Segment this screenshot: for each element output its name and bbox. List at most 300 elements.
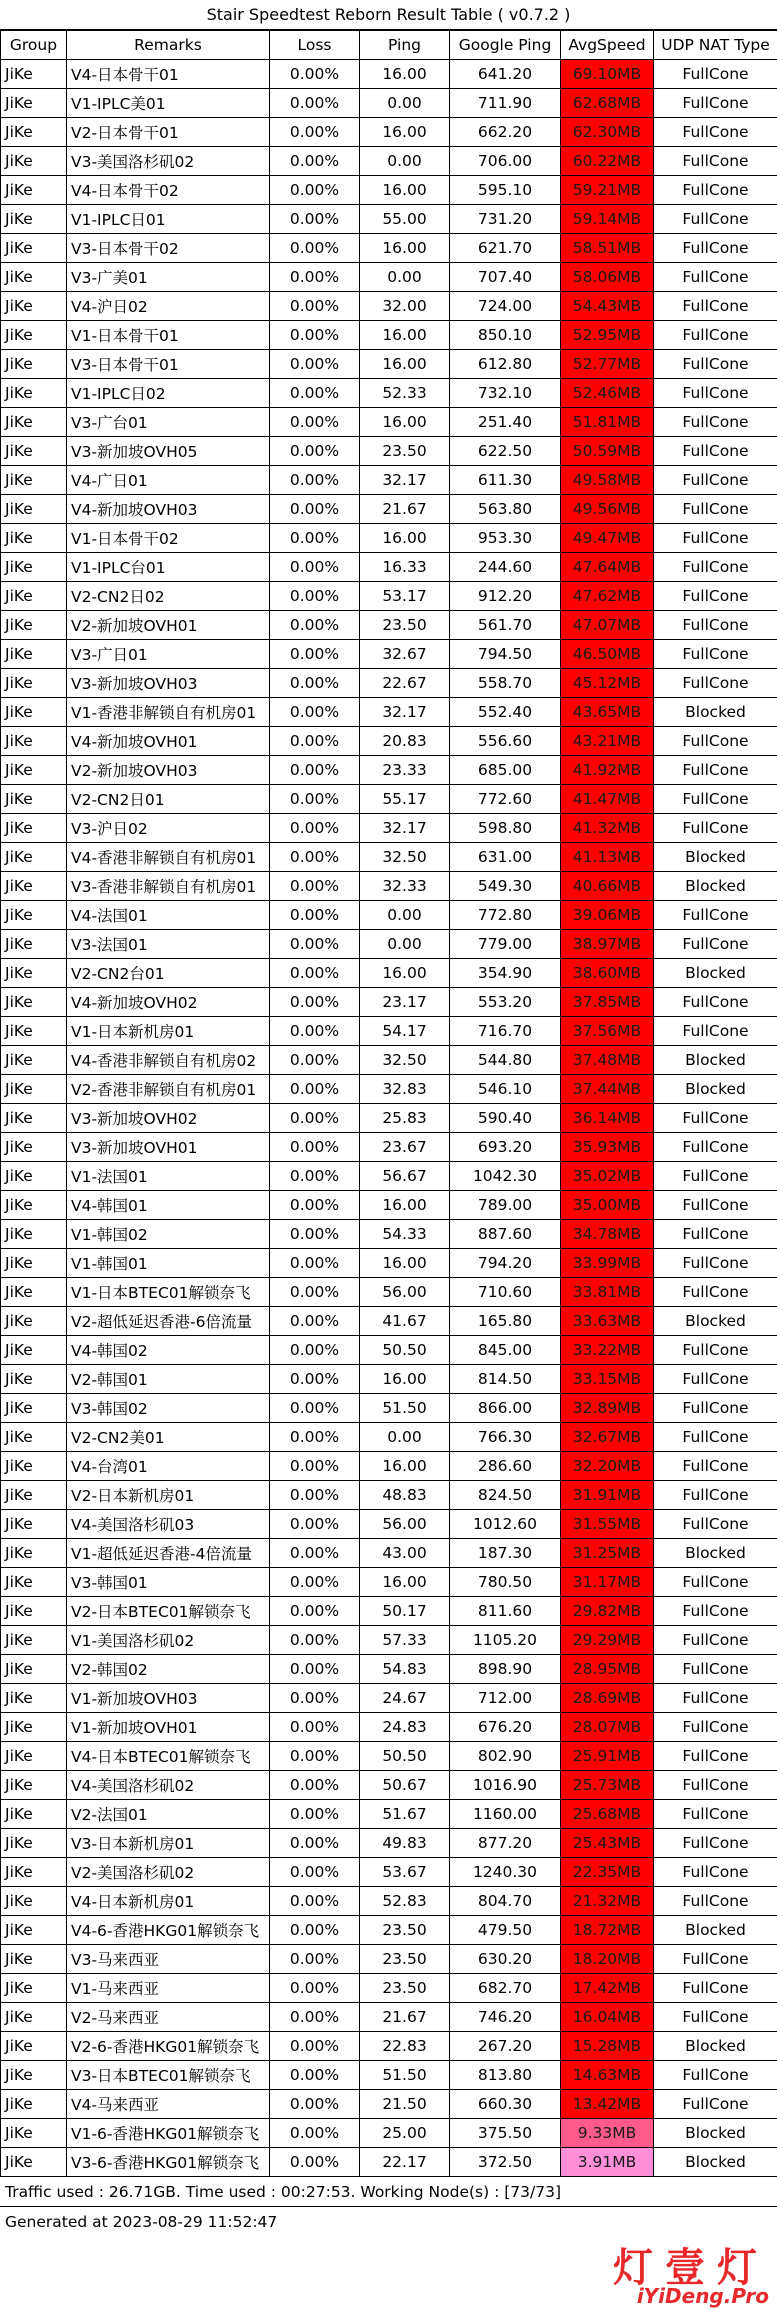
table-row [1, 553, 777, 582]
cell-loss: 0.00% [270, 292, 360, 321]
cell-ping: 0.00 [360, 89, 450, 118]
cell-loss: 0.00% [270, 1539, 360, 1568]
cell-ping: 16.00 [360, 524, 450, 553]
cell-google-ping: 866.00 [450, 1394, 561, 1423]
cell-ping: 0.00 [360, 1423, 450, 1452]
cell-ping: 23.17 [360, 988, 450, 1017]
cell-avg-speed: 18.20MB [561, 1945, 654, 1974]
cell-group: JiKe [1, 1800, 67, 1829]
cell-udp-nat-type: FullCone [654, 263, 777, 292]
cell-udp-nat-type: FullCone [654, 350, 777, 379]
cell-ping: 16.00 [360, 959, 450, 988]
cell-group: JiKe [1, 350, 67, 379]
cell-udp-nat-type: Blocked [654, 843, 777, 872]
cell-google-ping: 746.20 [450, 2003, 561, 2032]
cell-group: JiKe [1, 640, 67, 669]
footer-summary: Traffic used : 26.71GB. Time used : 00:27:53. Working Node(s) : [73/73] [0, 2177, 777, 2207]
cell-google-ping: 811.60 [450, 1597, 561, 1626]
cell-remarks: V4-马来西亚 [67, 2090, 270, 2119]
cell-avg-speed: 32.67MB [561, 1423, 654, 1452]
cell-remarks: V1-超低延迟香港-4倍流量 [67, 1539, 270, 1568]
cell-group: JiKe [1, 814, 67, 843]
cell-avg-speed: 41.92MB [561, 756, 654, 785]
cell-remarks: V2-CN2美01 [67, 1423, 270, 1452]
cell-ping: 52.83 [360, 1887, 450, 1916]
cell-ping: 55.00 [360, 205, 450, 234]
cell-ping: 23.67 [360, 1133, 450, 1162]
table-row [1, 1394, 777, 1423]
cell-ping: 23.50 [360, 1974, 450, 2003]
cell-avg-speed: 39.06MB [561, 901, 654, 930]
table-row [1, 1075, 777, 1104]
cell-google-ping: 662.20 [450, 118, 561, 147]
cell-loss: 0.00% [270, 2148, 360, 2177]
cell-remarks: V3-广日01 [67, 640, 270, 669]
cell-group: JiKe [1, 1481, 67, 1510]
cell-group: JiKe [1, 466, 67, 495]
cell-ping: 56.00 [360, 1278, 450, 1307]
cell-google-ping: 731.20 [450, 205, 561, 234]
table-row [1, 1742, 777, 1771]
cell-remarks: V4-广日01 [67, 466, 270, 495]
cell-avg-speed: 41.13MB [561, 843, 654, 872]
cell-loss: 0.00% [270, 1336, 360, 1365]
cell-ping: 24.83 [360, 1713, 450, 1742]
cell-avg-speed: 37.48MB [561, 1046, 654, 1075]
cell-google-ping: 641.20 [450, 60, 561, 89]
cell-ping: 23.50 [360, 1916, 450, 1945]
cell-ping: 56.67 [360, 1162, 450, 1191]
table-header-row [1, 31, 777, 60]
cell-loss: 0.00% [270, 669, 360, 698]
cell-remarks: V3-新加坡OVH02 [67, 1104, 270, 1133]
cell-group: JiKe [1, 495, 67, 524]
table-row [1, 901, 777, 930]
cell-avg-speed: 58.51MB [561, 234, 654, 263]
cell-ping: 32.00 [360, 292, 450, 321]
cell-loss: 0.00% [270, 582, 360, 611]
cell-ping: 16.00 [360, 408, 450, 437]
cell-google-ping: 660.30 [450, 2090, 561, 2119]
cell-google-ping: 732.10 [450, 379, 561, 408]
cell-remarks: V4-新加坡OVH03 [67, 495, 270, 524]
table-row [1, 2148, 777, 2177]
table-row [1, 1626, 777, 1655]
cell-group: JiKe [1, 379, 67, 408]
cell-ping: 54.83 [360, 1655, 450, 1684]
cell-avg-speed: 35.00MB [561, 1191, 654, 1220]
cell-google-ping: 631.00 [450, 843, 561, 872]
cell-udp-nat-type: FullCone [654, 901, 777, 930]
cell-ping: 32.17 [360, 698, 450, 727]
cell-group: JiKe [1, 1075, 67, 1104]
cell-avg-speed: 15.28MB [561, 2032, 654, 2061]
cell-group: JiKe [1, 611, 67, 640]
cell-google-ping: 898.90 [450, 1655, 561, 1684]
cell-loss: 0.00% [270, 205, 360, 234]
cell-google-ping: 693.20 [450, 1133, 561, 1162]
table-row [1, 930, 777, 959]
cell-group: JiKe [1, 698, 67, 727]
cell-loss: 0.00% [270, 2003, 360, 2032]
cell-udp-nat-type: FullCone [654, 1742, 777, 1771]
cell-loss: 0.00% [270, 640, 360, 669]
column-header-loss: Loss [270, 31, 360, 60]
cell-remarks: V2-新加坡OVH03 [67, 756, 270, 785]
cell-avg-speed: 25.43MB [561, 1829, 654, 1858]
cell-remarks: V2-美国洛杉矶02 [67, 1858, 270, 1887]
cell-udp-nat-type: FullCone [654, 60, 777, 89]
table-row [1, 1307, 777, 1336]
cell-google-ping: 563.80 [450, 495, 561, 524]
cell-udp-nat-type: FullCone [654, 1162, 777, 1191]
cell-group: JiKe [1, 901, 67, 930]
cell-loss: 0.00% [270, 814, 360, 843]
cell-ping: 50.17 [360, 1597, 450, 1626]
cell-group: JiKe [1, 756, 67, 785]
table-row [1, 698, 777, 727]
cell-group: JiKe [1, 1858, 67, 1887]
cell-google-ping: 772.60 [450, 785, 561, 814]
cell-google-ping: 1042.30 [450, 1162, 561, 1191]
cell-udp-nat-type: FullCone [654, 1278, 777, 1307]
cell-avg-speed: 49.58MB [561, 466, 654, 495]
cell-group: JiKe [1, 1249, 67, 1278]
cell-loss: 0.00% [270, 89, 360, 118]
column-header-google-ping: Google Ping [450, 31, 561, 60]
cell-google-ping: 630.20 [450, 1945, 561, 1974]
watermark-logo [499, 2245, 769, 2308]
cell-google-ping: 267.20 [450, 2032, 561, 2061]
cell-avg-speed: 21.32MB [561, 1887, 654, 1916]
table-row [1, 1278, 777, 1307]
cell-group: JiKe [1, 2148, 67, 2177]
table-row [1, 727, 777, 756]
cell-group: JiKe [1, 582, 67, 611]
cell-ping: 16.00 [360, 1249, 450, 1278]
cell-ping: 32.67 [360, 640, 450, 669]
table-row [1, 321, 777, 350]
cell-google-ping: 887.60 [450, 1220, 561, 1249]
cell-avg-speed: 40.66MB [561, 872, 654, 901]
table-row [1, 205, 777, 234]
cell-remarks: V3-新加坡OVH01 [67, 1133, 270, 1162]
table-row [1, 495, 777, 524]
cell-loss: 0.00% [270, 466, 360, 495]
cell-remarks: V3-韩国02 [67, 1394, 270, 1423]
cell-avg-speed: 38.60MB [561, 959, 654, 988]
cell-loss: 0.00% [270, 2119, 360, 2148]
cell-udp-nat-type: FullCone [654, 1800, 777, 1829]
cell-remarks: V3-法国01 [67, 930, 270, 959]
cell-remarks: V2-新加坡OVH01 [67, 611, 270, 640]
table-row [1, 2090, 777, 2119]
cell-remarks: V1-新加坡OVH03 [67, 1684, 270, 1713]
cell-ping: 23.50 [360, 437, 450, 466]
cell-ping: 20.83 [360, 727, 450, 756]
cell-group: JiKe [1, 1626, 67, 1655]
cell-group: JiKe [1, 292, 67, 321]
cell-group: JiKe [1, 1046, 67, 1075]
table-row [1, 350, 777, 379]
cell-avg-speed: 17.42MB [561, 1974, 654, 2003]
cell-udp-nat-type: FullCone [654, 524, 777, 553]
cell-udp-nat-type: FullCone [654, 1017, 777, 1046]
cell-udp-nat-type: FullCone [654, 1626, 777, 1655]
cell-remarks: V1-马来西亚 [67, 1974, 270, 2003]
cell-loss: 0.00% [270, 60, 360, 89]
table-row [1, 466, 777, 495]
cell-udp-nat-type: FullCone [654, 147, 777, 176]
cell-remarks: V4-新加坡OVH01 [67, 727, 270, 756]
cell-remarks: V4-韩国02 [67, 1336, 270, 1365]
cell-remarks: V1-IPLC台01 [67, 553, 270, 582]
cell-udp-nat-type: Blocked [654, 2032, 777, 2061]
cell-loss: 0.00% [270, 1249, 360, 1278]
cell-loss: 0.00% [270, 1394, 360, 1423]
table-row [1, 234, 777, 263]
table-row [1, 118, 777, 147]
cell-google-ping: 707.40 [450, 263, 561, 292]
cell-loss: 0.00% [270, 2061, 360, 2090]
cell-remarks: V4-美国洛杉矶02 [67, 1771, 270, 1800]
cell-udp-nat-type: Blocked [654, 872, 777, 901]
cell-loss: 0.00% [270, 2090, 360, 2119]
cell-avg-speed: 36.14MB [561, 1104, 654, 1133]
cell-group: JiKe [1, 1365, 67, 1394]
cell-ping: 32.50 [360, 1046, 450, 1075]
table-row [1, 1887, 777, 1916]
cell-loss: 0.00% [270, 1307, 360, 1336]
table-row [1, 1104, 777, 1133]
cell-ping: 21.50 [360, 2090, 450, 2119]
table-row [1, 959, 777, 988]
cell-ping: 43.00 [360, 1539, 450, 1568]
cell-udp-nat-type: FullCone [654, 437, 777, 466]
table-row [1, 2032, 777, 2061]
cell-remarks: V3-日本BTEC01解锁奈飞 [67, 2061, 270, 2090]
cell-group: JiKe [1, 437, 67, 466]
column-header-avg-speed: AvgSpeed [561, 31, 654, 60]
cell-udp-nat-type: FullCone [654, 611, 777, 640]
cell-group: JiKe [1, 2032, 67, 2061]
cell-remarks: V2-超低延迟香港-6倍流量 [67, 1307, 270, 1336]
cell-google-ping: 953.30 [450, 524, 561, 553]
cell-ping: 51.50 [360, 2061, 450, 2090]
cell-loss: 0.00% [270, 1829, 360, 1858]
cell-group: JiKe [1, 147, 67, 176]
table-row [1, 1249, 777, 1278]
cell-udp-nat-type: FullCone [654, 988, 777, 1017]
cell-group: JiKe [1, 2090, 67, 2119]
cell-udp-nat-type: FullCone [654, 756, 777, 785]
cell-avg-speed: 46.50MB [561, 640, 654, 669]
cell-udp-nat-type: FullCone [654, 1510, 777, 1539]
cell-google-ping: 1240.30 [450, 1858, 561, 1887]
cell-remarks: V4-日本骨干02 [67, 176, 270, 205]
cell-udp-nat-type: FullCone [654, 669, 777, 698]
cell-avg-speed: 49.56MB [561, 495, 654, 524]
cell-ping: 22.67 [360, 669, 450, 698]
cell-group: JiKe [1, 1597, 67, 1626]
cell-loss: 0.00% [270, 1887, 360, 1916]
cell-remarks: V3-马来西亚 [67, 1945, 270, 1974]
cell-remarks: V3-新加坡OVH03 [67, 669, 270, 698]
cell-group: JiKe [1, 669, 67, 698]
cell-ping: 21.67 [360, 2003, 450, 2032]
table-row [1, 2119, 777, 2148]
cell-avg-speed: 9.33MB [561, 2119, 654, 2148]
cell-loss: 0.00% [270, 176, 360, 205]
cell-ping: 57.33 [360, 1626, 450, 1655]
cell-loss: 0.00% [270, 727, 360, 756]
cell-loss: 0.00% [270, 785, 360, 814]
cell-udp-nat-type: FullCone [654, 466, 777, 495]
cell-loss: 0.00% [270, 611, 360, 640]
cell-google-ping: 772.80 [450, 901, 561, 930]
table-row [1, 843, 777, 872]
cell-udp-nat-type: FullCone [654, 785, 777, 814]
cell-remarks: V2-CN2日02 [67, 582, 270, 611]
watermark-logo-chars: 灯壹灯 [613, 2245, 769, 2291]
cell-google-ping: 1160.00 [450, 1800, 561, 1829]
cell-avg-speed: 37.56MB [561, 1017, 654, 1046]
cell-google-ping: 676.20 [450, 1713, 561, 1742]
table-row [1, 1481, 777, 1510]
cell-ping: 16.00 [360, 234, 450, 263]
cell-google-ping: 711.90 [450, 89, 561, 118]
column-header-remarks: Remarks [67, 31, 270, 60]
cell-avg-speed: 18.72MB [561, 1916, 654, 1945]
cell-group: JiKe [1, 1829, 67, 1858]
cell-loss: 0.00% [270, 1133, 360, 1162]
cell-remarks: V2-CN2台01 [67, 959, 270, 988]
cell-remarks: V2-日本骨干01 [67, 118, 270, 147]
cell-google-ping: 877.20 [450, 1829, 561, 1858]
cell-avg-speed: 34.78MB [561, 1220, 654, 1249]
cell-group: JiKe [1, 1017, 67, 1046]
cell-group: JiKe [1, 89, 67, 118]
cell-group: JiKe [1, 1742, 67, 1771]
cell-udp-nat-type: FullCone [654, 727, 777, 756]
cell-udp-nat-type: FullCone [654, 89, 777, 118]
cell-avg-speed: 33.22MB [561, 1336, 654, 1365]
cell-udp-nat-type: Blocked [654, 959, 777, 988]
table-row [1, 582, 777, 611]
cell-group: JiKe [1, 408, 67, 437]
cell-ping: 41.67 [360, 1307, 450, 1336]
cell-remarks: V1-IPLC美01 [67, 89, 270, 118]
cell-udp-nat-type: FullCone [654, 1597, 777, 1626]
cell-google-ping: 251.40 [450, 408, 561, 437]
cell-udp-nat-type: FullCone [654, 1568, 777, 1597]
cell-google-ping: 372.50 [450, 2148, 561, 2177]
cell-ping: 32.50 [360, 843, 450, 872]
cell-loss: 0.00% [270, 1510, 360, 1539]
table-row [1, 1046, 777, 1075]
cell-loss: 0.00% [270, 1075, 360, 1104]
cell-udp-nat-type: FullCone [654, 582, 777, 611]
cell-group: JiKe [1, 1162, 67, 1191]
table-row [1, 669, 777, 698]
cell-udp-nat-type: FullCone [654, 1423, 777, 1452]
cell-google-ping: 544.80 [450, 1046, 561, 1075]
cell-group: JiKe [1, 785, 67, 814]
cell-google-ping: 1105.20 [450, 1626, 561, 1655]
cell-loss: 0.00% [270, 1800, 360, 1829]
results-table [0, 30, 777, 2177]
cell-avg-speed: 31.91MB [561, 1481, 654, 1510]
cell-avg-speed: 32.89MB [561, 1394, 654, 1423]
cell-ping: 16.00 [360, 60, 450, 89]
cell-ping: 51.67 [360, 1800, 450, 1829]
cell-udp-nat-type: FullCone [654, 814, 777, 843]
cell-loss: 0.00% [270, 147, 360, 176]
cell-google-ping: 780.50 [450, 1568, 561, 1597]
cell-group: JiKe [1, 205, 67, 234]
cell-loss: 0.00% [270, 1974, 360, 2003]
cell-remarks: V3-香港非解锁自有机房01 [67, 872, 270, 901]
cell-ping: 0.00 [360, 901, 450, 930]
cell-google-ping: 611.30 [450, 466, 561, 495]
cell-avg-speed: 28.69MB [561, 1684, 654, 1713]
cell-avg-speed: 58.06MB [561, 263, 654, 292]
cell-ping: 50.50 [360, 1742, 450, 1771]
cell-ping: 16.00 [360, 1452, 450, 1481]
cell-ping: 0.00 [360, 930, 450, 959]
cell-udp-nat-type: FullCone [654, 408, 777, 437]
cell-google-ping: 824.50 [450, 1481, 561, 1510]
cell-google-ping: 804.70 [450, 1887, 561, 1916]
cell-loss: 0.00% [270, 988, 360, 1017]
table-row [1, 814, 777, 843]
cell-group: JiKe [1, 1771, 67, 1800]
cell-google-ping: 590.40 [450, 1104, 561, 1133]
cell-group: JiKe [1, 1684, 67, 1713]
table-row [1, 1684, 777, 1713]
cell-remarks: V1-IPLC日02 [67, 379, 270, 408]
cell-group: JiKe [1, 1394, 67, 1423]
cell-group: JiKe [1, 2061, 67, 2090]
cell-remarks: V2-日本BTEC01解锁奈飞 [67, 1597, 270, 1626]
cell-udp-nat-type: Blocked [654, 698, 777, 727]
cell-google-ping: 813.80 [450, 2061, 561, 2090]
cell-udp-nat-type: FullCone [654, 1713, 777, 1742]
cell-loss: 0.00% [270, 524, 360, 553]
cell-google-ping: 375.50 [450, 2119, 561, 2148]
cell-group: JiKe [1, 959, 67, 988]
cell-remarks: V3-韩国01 [67, 1568, 270, 1597]
cell-ping: 50.67 [360, 1771, 450, 1800]
cell-loss: 0.00% [270, 553, 360, 582]
cell-avg-speed: 52.77MB [561, 350, 654, 379]
cell-udp-nat-type: FullCone [654, 1655, 777, 1684]
cell-ping: 55.17 [360, 785, 450, 814]
cell-ping: 25.83 [360, 1104, 450, 1133]
cell-avg-speed: 25.91MB [561, 1742, 654, 1771]
cell-group: JiKe [1, 1423, 67, 1452]
cell-avg-speed: 47.62MB [561, 582, 654, 611]
cell-avg-speed: 59.14MB [561, 205, 654, 234]
table-row [1, 1017, 777, 1046]
cell-group: JiKe [1, 1104, 67, 1133]
cell-ping: 0.00 [360, 263, 450, 292]
cell-remarks: V2-法国01 [67, 1800, 270, 1829]
cell-ping: 32.33 [360, 872, 450, 901]
cell-ping: 48.83 [360, 1481, 450, 1510]
cell-group: JiKe [1, 263, 67, 292]
cell-google-ping: 612.80 [450, 350, 561, 379]
